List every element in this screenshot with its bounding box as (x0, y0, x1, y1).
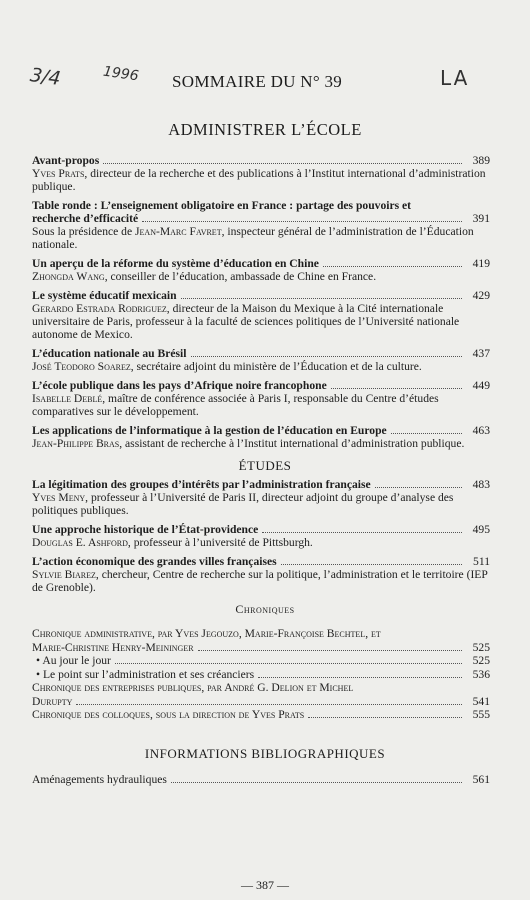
handwritten-note-left: 3/4 (28, 63, 62, 91)
entry-title[interactable]: Les applications de l’informatique à la gestion de l’éducation en Europe (32, 424, 387, 437)
entry-title[interactable]: L’école publique dans les pays d’Afrique noire francophone (32, 379, 327, 392)
toc-row (32, 641, 490, 655)
entry-page: 483 (472, 478, 490, 491)
page-header: SOMMAIRE DU N° 39 (172, 72, 343, 91)
entry-title[interactable]: La légitimation des groupes d’intérêts par l’administration française (32, 478, 371, 491)
entry-page: 555 (472, 708, 490, 721)
entry-author: Sylvie Biarez (32, 568, 96, 581)
bullet-item[interactable]: • Au jour le jour (36, 654, 111, 667)
entry-page: 429 (472, 289, 490, 302)
entry-page: 419 (472, 257, 490, 270)
chronique-administrative-line1[interactable]: Chronique administrative, par Yves Jegouzo, Marie-Françoise Bechtel, et (32, 627, 381, 640)
entry-page: 525 (472, 654, 490, 667)
entry-description: , secrétaire adjoint du ministère de l’Éducation et de la culture. (130, 360, 422, 373)
entry-title[interactable]: recherche d’efficacité (32, 212, 139, 225)
chronique-administrative-line2[interactable]: Marie-Christine Henry-Meininger (32, 640, 194, 654)
toc-entry (32, 555, 490, 594)
entry-author: Gerardo Estrada Rodriguez (32, 302, 167, 315)
entry-author: Yves Meny (32, 491, 86, 504)
entry-description: , assistant de recherche à l’Institut international d’administration publique. (119, 437, 465, 450)
entry-title-line1[interactable]: Table ronde : L’enseignement obligatoire en France : partage des pouvoirs et (32, 199, 412, 212)
entry-title[interactable]: L’éducation nationale au Brésil (32, 347, 187, 360)
toc-entry (32, 478, 490, 517)
toc-entry (32, 379, 490, 418)
entry-page: 463 (472, 424, 490, 437)
entry-author: Zhongda Wang (32, 270, 105, 283)
entry-page: 391 (472, 212, 490, 225)
section-informations (32, 773, 490, 787)
entry-title[interactable]: Une approche historique de l’État-providence (32, 523, 259, 536)
entry-page: 389 (472, 154, 490, 167)
entry-title[interactable]: L’action économique des grandes villes françaises (32, 555, 277, 568)
section-title-etudes: ÉTUDES (238, 458, 292, 473)
entry-description: , professeur à l’Université de Paris II, directeur adjoint du groupe d’analyse des politiques publiques. (32, 491, 454, 517)
toc-row (32, 695, 490, 709)
entry-description: , chercheur, Centre de recherche sur la politique, l’administration et le territoire (IEP de Grenoble). (32, 568, 488, 594)
entry-page: 495 (472, 523, 490, 536)
section-title-informations: INFORMATIONS BIBLIOGRAPHIQUES (144, 746, 386, 761)
toc-row (32, 708, 490, 722)
toc-entry (32, 199, 490, 251)
entry-author-prefix: Sous la présidence de (32, 225, 136, 238)
entry-description: , conseiller de l’éducation, ambassade de Chine en France. (104, 270, 377, 283)
entry-page: 449 (472, 379, 490, 392)
chronique-entreprises-line1[interactable]: Chronique des entreprises publiques, par André G. Delion et Michel (32, 681, 354, 694)
toc-entry (32, 289, 490, 341)
section-administrer (32, 154, 490, 456)
entry-page: 561 (472, 773, 490, 786)
entry-description: , directeur de la Maison du Mexique à la Cité internationale universitaire de Paris, professeur à la faculté de sciences politiques de l’Université nationale autonome de Mexico. (32, 302, 460, 341)
entry-title[interactable]: Avant-propos (32, 154, 100, 167)
chronique-colloques[interactable]: Chronique des colloques, sous la direction de Yves Prats (32, 708, 305, 721)
entry-page: 536 (472, 667, 490, 681)
entry-description: , inspecteur général de l’administration de l’Éducation nationale. (32, 225, 474, 251)
toc-entry (32, 257, 490, 283)
entry-description: , maître de conférence associée à Paris I, responsable du Centre d’études comparatives sur le développement. (32, 392, 439, 418)
entry-page: 437 (472, 347, 490, 360)
entry-author: José Teodoro Soarez (32, 360, 131, 373)
entry-page: 525 (472, 640, 490, 654)
toc-row (32, 668, 490, 682)
entry-title[interactable]: Un aperçu de la réforme du système d’éducation en Chine (32, 257, 319, 270)
section-title-chroniques: Chroniques (235, 602, 295, 616)
entry-author: Jean-Philippe Bras (32, 437, 120, 450)
chronique-entreprises-line2[interactable]: Durupty (32, 694, 73, 708)
entry-description: , directeur de la recherche et des publications à l’Institut international d’administration publique. (32, 167, 486, 193)
entry-author: Isabelle Deblé (32, 392, 103, 405)
entry-author: Yves Prats (32, 167, 85, 180)
entry-title[interactable]: Le système éducatif mexicain (32, 289, 177, 302)
handwritten-note-year: 1996 (102, 63, 140, 85)
entry-author: Douglas E. Ashford (32, 536, 128, 549)
toc-entry (32, 347, 490, 373)
entry-page: 541 (472, 694, 490, 708)
toc-entry (32, 424, 490, 450)
section-etudes (32, 478, 490, 600)
section-chroniques (32, 627, 490, 722)
page-number: — 387 — (241, 878, 289, 892)
entry-description: , professeur à l’université de Pittsburgh. (127, 536, 313, 549)
handwritten-note-right: LA (440, 66, 470, 90)
toc-row (32, 773, 490, 787)
section-title-administrer: ADMINISTRER L’ÉCOLE (168, 120, 362, 139)
bibliography-item[interactable]: Aménagements hydrauliques (32, 773, 167, 786)
bullet-item[interactable]: • Le point sur l’administration et ses créanciers (36, 667, 255, 681)
toc-entry (32, 154, 490, 193)
entry-author: Jean-Marc Favret (135, 225, 222, 238)
toc-entry (32, 523, 490, 549)
entry-page: 511 (473, 555, 490, 568)
toc-row (32, 654, 490, 668)
